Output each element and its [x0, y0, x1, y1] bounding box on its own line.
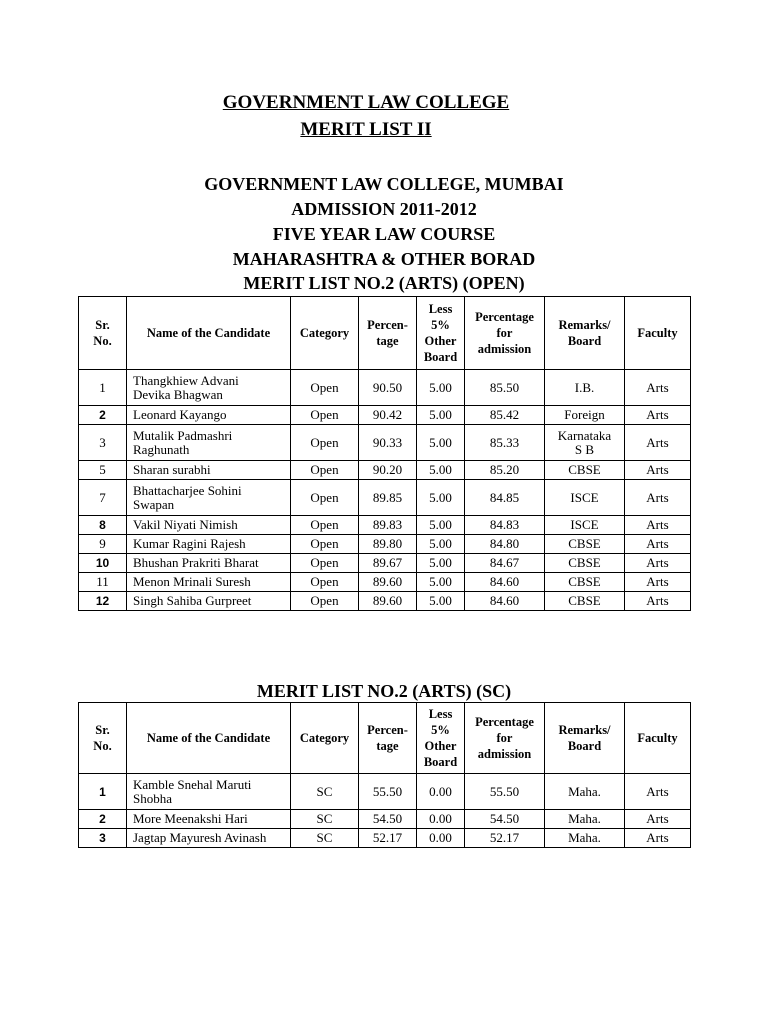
document-title: GOVERNMENT LAW COLLEGE — [222, 92, 510, 113]
cell-remarks: Maha. — [545, 829, 625, 848]
cell-remarks: Foreign — [545, 406, 625, 425]
cell-faculty: Arts — [625, 516, 691, 535]
col-percentage: Percen- tage — [359, 703, 417, 774]
cell-name: Kamble Snehal Maruti Shobha — [127, 774, 291, 810]
cell-remarks: CBSE — [545, 592, 625, 611]
cell-category: Open — [291, 535, 359, 554]
col-remarks: Remarks/ Board — [545, 297, 625, 370]
col-category: Category — [291, 703, 359, 774]
cell-sr: 3 — [79, 829, 127, 848]
cell-sr: 10 — [79, 554, 127, 573]
cell-percentage: 54.50 — [359, 810, 417, 829]
cell-remarks: Maha. — [545, 774, 625, 810]
cell-admission: 84.67 — [465, 554, 545, 573]
cell-admission: 55.50 — [465, 774, 545, 810]
cell-faculty: Arts — [625, 406, 691, 425]
col-remarks: Remarks/ Board — [545, 703, 625, 774]
cell-admission: 84.85 — [465, 480, 545, 516]
cell-category: SC — [291, 774, 359, 810]
cell-percentage: 55.50 — [359, 774, 417, 810]
col-faculty: Faculty — [625, 703, 691, 774]
cell-faculty: Arts — [625, 535, 691, 554]
cell-less: 0.00 — [417, 829, 465, 848]
cell-remarks: Maha. — [545, 810, 625, 829]
cell-category: Open — [291, 554, 359, 573]
cell-category: Open — [291, 592, 359, 611]
cell-remarks: I.B. — [545, 370, 625, 406]
cell-remarks: CBSE — [545, 461, 625, 480]
cell-faculty: Arts — [625, 810, 691, 829]
cell-faculty: Arts — [625, 461, 691, 480]
cell-percentage: 52.17 — [359, 829, 417, 848]
sc-list-heading: MERIT LIST NO.2 (ARTS) (SC) — [256, 681, 512, 701]
cell-sr: 8 — [79, 516, 127, 535]
table-row — [79, 406, 691, 425]
cell-remarks: ISCE — [545, 516, 625, 535]
table-row — [79, 592, 691, 611]
cell-less: 5.00 — [417, 480, 465, 516]
cell-name: Menon Mrinali Suresh — [127, 573, 291, 592]
cell-less: 5.00 — [417, 516, 465, 535]
cell-admission: 85.42 — [465, 406, 545, 425]
cell-faculty: Arts — [625, 370, 691, 406]
cell-admission: 84.60 — [465, 573, 545, 592]
cell-percentage: 90.50 — [359, 370, 417, 406]
cell-sr: 1 — [79, 774, 127, 810]
cell-name: Bhattacharjee Sohini Swapan — [127, 480, 291, 516]
table-header-row — [79, 703, 691, 774]
cell-percentage: 90.42 — [359, 406, 417, 425]
cell-sr: 11 — [79, 573, 127, 592]
cell-admission: 84.80 — [465, 535, 545, 554]
cell-category: SC — [291, 810, 359, 829]
table-row — [79, 461, 691, 480]
cell-percentage: 90.33 — [359, 425, 417, 461]
cell-faculty: Arts — [625, 554, 691, 573]
cell-category: Open — [291, 516, 359, 535]
board-heading: MAHARASHTRA & OTHER BORAD — [232, 249, 536, 269]
cell-category: Open — [291, 573, 359, 592]
cell-less: 5.00 — [417, 406, 465, 425]
cell-category: Open — [291, 480, 359, 516]
table-row — [79, 573, 691, 592]
cell-name: More Meenakshi Hari — [127, 810, 291, 829]
table-row — [79, 810, 691, 829]
cell-faculty: Arts — [625, 425, 691, 461]
cell-percentage: 89.83 — [359, 516, 417, 535]
college-heading: GOVERNMENT LAW COLLEGE, MUMBAI — [204, 174, 564, 194]
col-name: Name of the Candidate — [127, 703, 291, 774]
col-percentage: Percen- tage — [359, 297, 417, 370]
cell-admission: 85.20 — [465, 461, 545, 480]
cell-faculty: Arts — [625, 480, 691, 516]
col-sr: Sr. No. — [79, 703, 127, 774]
open-merit-table — [78, 296, 691, 611]
col-admission: Percentage for admission — [465, 703, 545, 774]
sc-merit-table — [78, 702, 691, 848]
cell-name: Thangkhiew Advani Devika Bhagwan — [127, 370, 291, 406]
cell-sr: 7 — [79, 480, 127, 516]
open-list-heading: MERIT LIST NO.2 (ARTS) (OPEN) — [243, 273, 525, 293]
cell-admission: 85.33 — [465, 425, 545, 461]
course-heading: FIVE YEAR LAW COURSE — [272, 224, 496, 244]
cell-admission: 84.83 — [465, 516, 545, 535]
cell-faculty: Arts — [625, 573, 691, 592]
table-row — [79, 829, 691, 848]
cell-remarks: Karnataka S B — [545, 425, 625, 461]
cell-remarks: ISCE — [545, 480, 625, 516]
cell-sr: 2 — [79, 406, 127, 425]
cell-less: 5.00 — [417, 592, 465, 611]
cell-category: Open — [291, 461, 359, 480]
col-less: Less 5% Other Board — [417, 703, 465, 774]
cell-name: Vakil Niyati Nimish — [127, 516, 291, 535]
cell-remarks: CBSE — [545, 573, 625, 592]
table-header-row — [79, 297, 691, 370]
table-row — [79, 425, 691, 461]
table-row — [79, 480, 691, 516]
cell-admission: 84.60 — [465, 592, 545, 611]
cell-percentage: 89.60 — [359, 573, 417, 592]
cell-less: 0.00 — [417, 774, 465, 810]
cell-name: Jagtap Mayuresh Avinash — [127, 829, 291, 848]
cell-less: 5.00 — [417, 554, 465, 573]
cell-sr: 9 — [79, 535, 127, 554]
cell-less: 5.00 — [417, 573, 465, 592]
cell-percentage: 89.85 — [359, 480, 417, 516]
cell-percentage: 90.20 — [359, 461, 417, 480]
col-admission: Percentage for admission — [465, 297, 545, 370]
cell-sr: 12 — [79, 592, 127, 611]
cell-sr: 3 — [79, 425, 127, 461]
col-name: Name of the Candidate — [127, 297, 291, 370]
cell-percentage: 89.80 — [359, 535, 417, 554]
cell-name: Kumar Ragini Rajesh — [127, 535, 291, 554]
cell-less: 5.00 — [417, 461, 465, 480]
cell-category: SC — [291, 829, 359, 848]
cell-remarks: CBSE — [545, 554, 625, 573]
cell-name: Singh Sahiba Gurpreet — [127, 592, 291, 611]
col-faculty: Faculty — [625, 297, 691, 370]
document-subtitle: MERIT LIST II — [300, 119, 432, 140]
table-row — [79, 516, 691, 535]
col-less: Less 5% Other Board — [417, 297, 465, 370]
cell-admission: 54.50 — [465, 810, 545, 829]
cell-name: Sharan surabhi — [127, 461, 291, 480]
cell-name: Mutalik Padmashri Raghunath — [127, 425, 291, 461]
col-category: Category — [291, 297, 359, 370]
cell-admission: 85.50 — [465, 370, 545, 406]
cell-sr: 1 — [79, 370, 127, 406]
admission-heading: ADMISSION 2011-2012 — [291, 199, 477, 219]
col-sr: Sr. No. — [79, 297, 127, 370]
cell-sr: 2 — [79, 810, 127, 829]
cell-less: 5.00 — [417, 535, 465, 554]
cell-name: Bhushan Prakriti Bharat — [127, 554, 291, 573]
table-row — [79, 370, 691, 406]
table-row — [79, 774, 691, 810]
table-row — [79, 535, 691, 554]
cell-sr: 5 — [79, 461, 127, 480]
cell-less: 5.00 — [417, 370, 465, 406]
cell-faculty: Arts — [625, 774, 691, 810]
cell-less: 5.00 — [417, 425, 465, 461]
cell-percentage: 89.67 — [359, 554, 417, 573]
cell-percentage: 89.60 — [359, 592, 417, 611]
cell-category: Open — [291, 406, 359, 425]
cell-category: Open — [291, 425, 359, 461]
cell-category: Open — [291, 370, 359, 406]
cell-remarks: CBSE — [545, 535, 625, 554]
cell-less: 0.00 — [417, 810, 465, 829]
cell-admission: 52.17 — [465, 829, 545, 848]
cell-name: Leonard Kayango — [127, 406, 291, 425]
cell-faculty: Arts — [625, 829, 691, 848]
table-row — [79, 554, 691, 573]
cell-faculty: Arts — [625, 592, 691, 611]
